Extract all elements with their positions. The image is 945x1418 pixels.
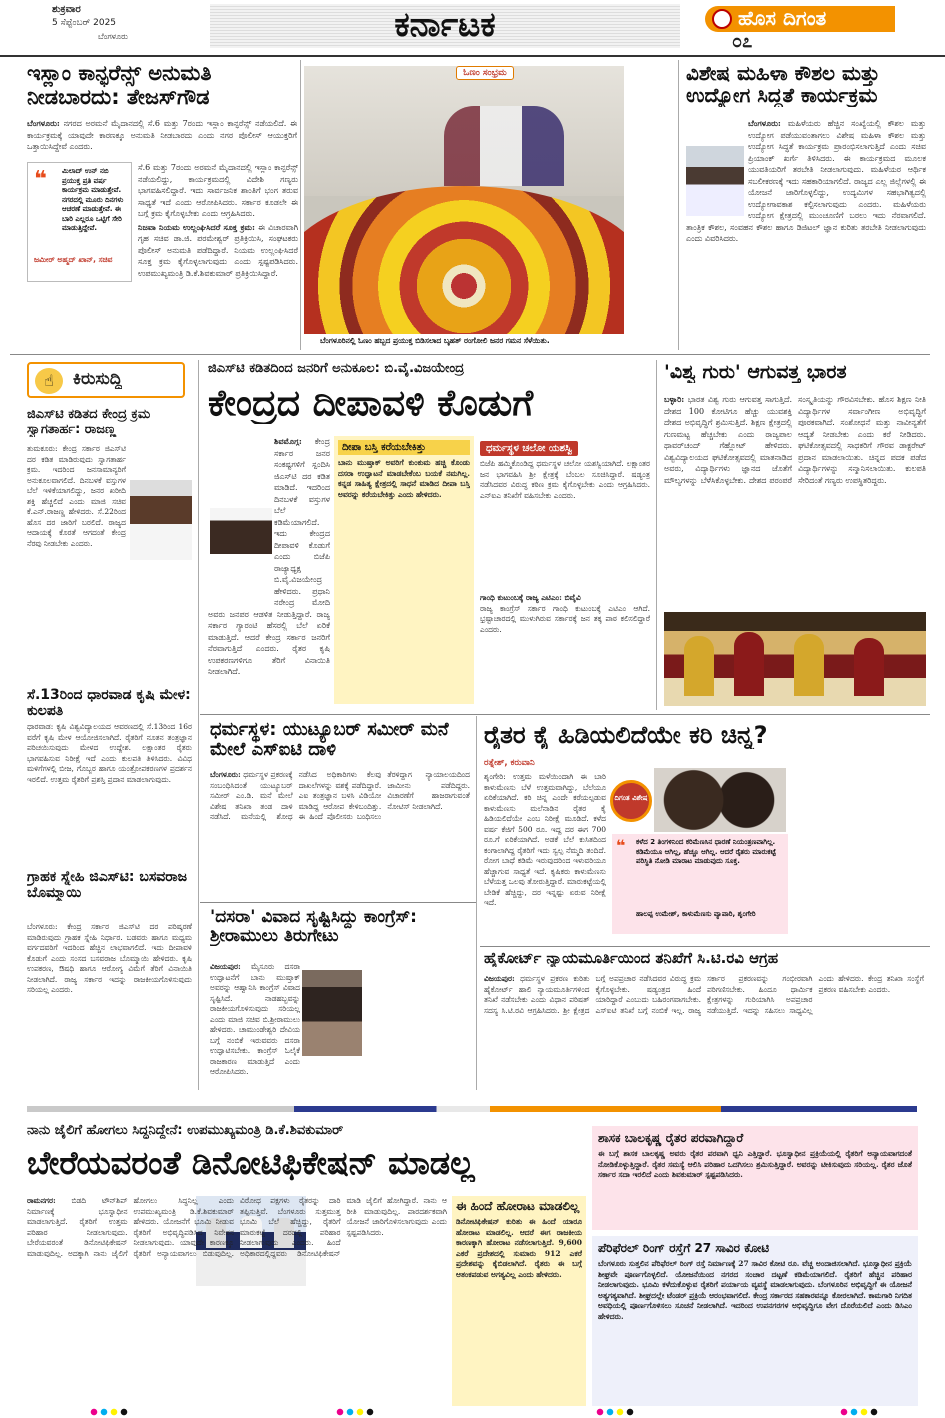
article-2-byline: ಬೆಂಗಳೂರು: bbox=[748, 118, 781, 128]
masthead bbox=[0, 0, 945, 54]
article-1-text: ನಗರದ ಅರಮನೆ ಮೈದಾನದಲ್ಲಿ ಸೆ.6 ಮತ್ತು 7ರಂದು ಇಸ್ಲಾಂ ಕಾನ್ಫರೆನ್ಸ್ ನಡೆಯಲಿದೆ. ಈ ಕಾರ್ಯಕ್ರಮಕ್ಕೆ ಯಾವುದೇ ಕಾರಣಕ್ಕೂ ಅನುಮತಿ ನೀಡಬಾರದು ಎಂದು ನಗರ ಪೊಲೀಸ್ ಆಯುಕ್ತರಿಗೆ ಒತ್ತಾಯಿಸಿದ್ದೇವೆ ಎಂದರು. bbox=[27, 119, 297, 151]
article-1-quote: ಮಿಲಾದ್ ಉನ್ ನಬಿ ಪ್ರಯುಕ್ತ ಪ್ರತಿ ವರ್ಷ ಕಾರ್ಯಕ್ರಮ ಮಾಡುತ್ತೇವೆ. ನಗರದಲ್ಲಿ ಮೂರು ದಿನಗಳು ಆಚರಣೆ ಮಾಡುತ್ತೇವೆ. ಈ ಬಾರಿ ಎಲ್ಲರೂ ಒಟ್ಟಿಗೆ ಸೇರಿ ಮಾಡುತ್ತಿದ್ದೇವೆ. bbox=[62, 167, 124, 232]
article-1-headline: ಇಸ್ಲಾಂ ಕಾನ್ಫರೆನ್ಸ್ ಅನುಮತಿ ನೀಡಬಾರದು: ತೇಜಸ್‌ಗೌಡ bbox=[27, 62, 212, 109]
article-9-kicker: ನಾನು ಜೈಲಿಗೆ ಹೋಗಲು ಸಿದ್ಧನಿದ್ದೇನೆ: ಉಪಮುಖ್ಯಮಂತ್ರಿ ಡಿ.ಕೆ.ಶಿವಕುಮಾರ್ bbox=[27, 1124, 344, 1138]
article-6-quote-box bbox=[612, 834, 788, 934]
article-4-headline: 'ವಿಶ್ವ ಗುರು' ಆಗುವತ್ತ ಭಾರತ bbox=[664, 362, 847, 383]
article-1-subhead: ನಿಜವಾ ನಿಯಮ ಉಲ್ಲಂಘಿಸಿದರೆ ಸೂಕ್ತ ಕ್ರಮ: bbox=[138, 221, 255, 232]
sriramulu-photo bbox=[302, 970, 362, 1056]
brief-3-text: ಬೆಂಗಳೂರು: ಕೇಂದ್ರ ಸರ್ಕಾರ ಜಿಎಸ್‌ಟಿ ದರ ಪರಿಷ್ಕರಣೆ ಮಾಡಿರುವುದು ಗ್ರಾಹಕ ಸ್ನೇಹಿ ನಿರ್ಧಾರ. ಬಡವರು ಹಾಗೂ ಮಧ್ಯಮ ವರ್ಗದವರಿಗೆ ಇದರಿಂದ ಹೆಚ್ಚಿನ ಲಾಭವಾಗಲಿದೆ. ಇದು ದೀಪಾವಳಿ ಕೊಡುಗೆ ಎಂದು ಸಂಸದ ಬಸವರಾಜ ಬೊಮ್ಮಾಯಿ ಹೇಳಿದರು. ಕೃಷಿ ಉಪಕರಣ, ಔಷಧಿ ಹಾಗೂ ಆರೋಗ್ಯ ವಿಮೆಗೆ ತೆರಿಗೆ ವಿನಾಯಿತಿ ನೀಡಲಾಗಿದೆ. ರಾಜ್ಯ ಸರ್ಕಾರ ಇದನ್ನು ರಾಜಕೀಯಗೊಳಿಸುವುದು ಸರಿಯಲ್ಲ ಎಂದರು. bbox=[27, 922, 192, 994]
article-6-body-col3 bbox=[794, 762, 926, 942]
section-title: ಕರ್ನಾಟಕ bbox=[394, 6, 496, 45]
registration-marks bbox=[840, 1408, 880, 1416]
brief-2-title: ಸೆ.13ರಿಂದ ಧಾರವಾಡ ಕೃಷಿ ಮೇಳ: ಕುಲಪತಿ bbox=[27, 688, 191, 719]
article-9-box bbox=[452, 1196, 586, 1406]
article-3-box-2-title: ಧರ್ಮಸ್ಥಳ ಚಲೋ ಯಶಸ್ವಿ bbox=[480, 441, 578, 456]
brief-3-title: ಗ್ರಾಹಕ ಸ್ನೇಹಿ ಜಿಎಸ್‌ಟಿ: ಬಸವರಾಜ ಬೊಮ್ಮಾಯಿ bbox=[27, 870, 188, 901]
kirusuddi-label: ಕಿರುಸುದ್ದಿ bbox=[73, 370, 123, 389]
section-separator bbox=[27, 1106, 917, 1112]
col-divider bbox=[678, 60, 679, 350]
article-8-headline: ಹೈಕೋರ್ಟ್ ನ್ಯಾಯಮೂರ್ತಿಯಿಂದ ತನಿಖೆಗೆ ಸಿ.ಟಿ.ರವಿ ಆಗ್ರಹ bbox=[484, 950, 779, 967]
masthead-date: 5 ಸೆಪ್ಟೆಂಬರ್ 2025 bbox=[52, 18, 117, 28]
article-5-headline: ಧರ್ಮಸ್ಥಳ: ಯುಟ್ಯೂಬರ್ ಸಮೀರ್ ಮನೆ ಮೇಲೆ ಎಸ್‌ಐಟಿ ದಾಳಿ bbox=[210, 720, 449, 761]
article-1-body-2 bbox=[138, 162, 298, 344]
quote-mark-icon: ❝ bbox=[34, 167, 47, 192]
quote-mark-icon: ❝ bbox=[616, 836, 626, 855]
article-9-text: ಬಿಡದಿ ಟೌನ್‌ಶಿಪ್ ನಿರ್ಮಾಣಕ್ಕೆ ಭೂಸ್ವಾಧೀನ ಮಾಡಲಾಗುತ್ತಿದೆ. ರೈತರಿಗೆ ಉತ್ತಮ ಪರಿಹಾರ ನೀಡಲಾಗುವುದು. ಬೇರೆಯವರಂತೆ ಡಿನೋಟಿಫಿಕೇಷನ್ ಮಾಡುವುದಿಲ್ಲ. ಅದಕ್ಕಾಗಿ ನಾನು ಜೈಲಿಗೆ ಹೋಗಲು ಸಿದ್ಧನಿಲ್ಲ ಎಂದು ಉಪಮುಖ್ಯಮಂತ್ರಿ ಡಿ.ಕೆ.ಶಿವಕುಮಾರ್ ಹೇಳಿದರು. ಯೋಜನೆಗೆ ಭೂಮಿ ನೀಡುವ ರೈತರಿಗೆ ಅಭಿವೃದ್ಧಿಪಡಿಸಿದ ನಿವೇಶನ ನೀಡಲಾಗುವುದು. ಯಾವುದೇ ಕಾರಣಕ್ಕೂ ರೈತರಿಗೆ ಅನ್ಯಾಯವಾಗಲು ಬಿಡುವುದಿಲ್ಲ. ವಿರೋಧ ಪಕ್ಷಗಳು ರೈತರನ್ನು ದಾರಿ ತಪ್ಪಿಸುತ್ತಿವೆ. ಬೆಂಗಳೂರು ಸುತ್ತಮುತ್ತ ಭೂಮಿ ಬೆಲೆ ಹೆಚ್ಚಿದ್ದು, ರೈತರಿಗೆ ಮಾರುಕಟ್ಟೆ ದರದಲ್ಲಿ ಪರಿಹಾರ ನೀಡಲಾಗುವುದು ಎಂದರು. ಹಿಂದೆ ಅಧಿಕಾರದಲ್ಲಿದ್ದವರು ಡಿನೋಟಿಫಿಕೇಷನ್ ಮಾಡಿ ಜೈಲಿಗೆ ಹೋಗಿದ್ದಾರೆ. ನಾನು ಆ ರೀತಿ ಮಾಡುವುದಿಲ್ಲ. ಪಾರದರ್ಶಕವಾಗಿ ಯೋಜನೆ ಜಾರಿಗೊಳಿಸಲಾಗುವುದು ಎಂದು ಸ್ಪಷ್ಟಪಡಿಸಿದರು. bbox=[27, 1196, 447, 1258]
col-divider bbox=[300, 60, 301, 350]
page-number: ೦೭ bbox=[732, 32, 753, 52]
article-1-text-2: ಸೆ.6 ಮತ್ತು 7ರಂದು ಅರಮನೆ ಮೈದಾನದಲ್ಲಿ ಇಸ್ಲಾಂ ಕಾನ್ಫರೆನ್ಸ್ ನಡೆಯಲಿದ್ದು, ಕಾರ್ಯಕ್ರಮದಲ್ಲಿ ವಿದೇಶಿ ಗಣ್ಯರು ಭಾಗವಹಿಸಲಿದ್ದಾರೆ. ಇದು ಸಾರ್ವಜನಿಕ ಶಾಂತಿಗೆ ಭಂಗ ತರುವ ಸಾಧ್ಯತೆ ಇದೆ ಎಂದು ಆರೋಪಿಸಿದರು. ಸರ್ಕಾರ ಕೂಡಲೇ ಈ ಬಗ್ಗೆ ಕ್ರಮ ಕೈಗೊಳ್ಳಬೇಕು ಎಂದು ಆಗ್ರಹಿಸಿದರು. bbox=[138, 163, 298, 218]
article-2-headline: ವಿಶೇಷ ಮಹಿಳಾ ಕೌಶಲ ಮತ್ತು ಉದ್ಯೋಗ ಸಿದ್ಧತೆ ಕಾರ್ಯಕ್ರಮ bbox=[686, 62, 880, 107]
article-6-quote-by: ಹಾಲಪ್ಪ ಉಮೇಶ್, ಕಾಳುಮೆಣಸು ವ್ಯಾಪಾರಿ, ಶೃಂಗೇರಿ bbox=[636, 910, 756, 918]
article-2-text: ಮಹಿಳೆಯರು ಹೆಚ್ಚಿನ ಸಂಖ್ಯೆಯಲ್ಲಿ ಕೌಶಲ ಮತ್ತು ಉದ್ಯೋಗ ಪಡೆಯುವಂತಾಗಲು ವಿಶೇಷ ಮಹಿಳಾ ಕೌಶಲ ಮತ್ತು ಉದ್ಯೋಗ ಸಿದ್ಧತೆ ಕಾರ್ಯಕ್ರಮ ಪ್ರಾರಂಭಿಸಲಾಗುತ್ತಿದೆ ಎಂದು ಸಚಿವ ಪ್ರಿಯಾಂಕ್ ಖರ್ಗೆ ತಿಳಿಸಿದರು. ಈ ಕಾರ್ಯಕ್ರಮದ ಮೂಲಕ ಯುವತಿಯರಿಗೆ ತರಬೇತಿ ನೀಡಲಾಗುವುದು. ಮಹಿಳೆಯರ ಆರ್ಥಿಕ ಸಬಲೀಕರಣಕ್ಕೆ ಇದು ಸಹಕಾರಿಯಾಗಲಿದೆ. ರಾಜ್ಯದ ಎಲ್ಲ ಜಿಲ್ಲೆಗಳಲ್ಲಿ ಈ ಯೋಜನೆ ಜಾರಿಗೊಳ್ಳಲಿದ್ದು, ಉದ್ಯಮಿಗಳ ಸಹಭಾಗಿತ್ವದಲ್ಲಿ ಉದ್ಯೋಗಾವಕಾಶ ಕಲ್ಪಿಸಲಾಗುವುದು ಎಂದರು. ಮಹಿಳೆಯರು ಉದ್ಯೋಗ ಕ್ಷೇತ್ರದಲ್ಲಿ ಮುಂಚೂಣಿಗೆ ಬರಲು ಇದು ನೆರವಾಗಲಿದೆ. ತಾಂತ್ರಿಕ ಕೌಶಲ, ಸಂವಹನ ಕೌಶಲ ಹಾಗೂ ಡಿಜಿಟಲ್ ಜ್ಞಾನ ಕುರಿತು ತರಬೇತಿ ನೀಡಲಾಗುವುದು ಎಂದು ವಿವರಿಸಿದರು. bbox=[686, 119, 926, 243]
article-10-headline: ಶಾಸಕ ಬಾಲಕೃಷ್ಣ ರೈತರ ಪರವಾಗಿದ್ದಾರೆ bbox=[598, 1131, 744, 1145]
article-10-box bbox=[592, 1126, 918, 1230]
kirusuddi-label-box bbox=[27, 362, 185, 398]
onam-rangoli-photo bbox=[304, 66, 624, 334]
article-6-quote: ಕಳೆದ 2 ತಿಂಗಳಿನಿಂದ ಕರಿಮೆಣಸಿನ ಧಾರಣೆ ನಿಯಂತ್ರಣವಾಗಿಲ್ಲ. ಕಡಿಮೆಯೂ ಆಗಿಲ್ಲ, ಹೆಚ್ಚೂ ಆಗಿಲ್ಲ. ಆದರೆ ರೈತರು ಮಾರುಕಟ್ಟೆ ಪರಿಸ್ಥಿತಿ ನೋಡಿ ಮಾರಾಟ ಮಾಡುವುದು ಸೂಕ್ತ. bbox=[636, 838, 776, 865]
article-7-body-col2 bbox=[366, 962, 472, 1090]
article-9-box-title: ಈ ಹಿಂದೆ ಹೋರಾಟ ಮಾಡಲಿಲ್ಲ bbox=[456, 1199, 580, 1213]
article-7-byline: ವಿಜಯಪುರ: bbox=[210, 962, 241, 971]
article-7-text: ಮೈಸೂರು ದಸರಾ ಉದ್ಘಾಟನೆಗೆ ಬಾನು ಮುಷ್ತಾಕ್ ಅವರನ್ನು ಆಹ್ವಾನಿಸಿ ಕಾಂಗ್ರೆಸ್ ವಿವಾದ ಸೃಷ್ಟಿಸಿದೆ. ನಾಡಹಬ್ಬವನ್ನು ರಾಜಕೀಯಗೊಳಿಸುವುದು ಸರಿಯಲ್ಲ ಎಂದು ಮಾಜಿ ಸಚಿವ ಬಿ.ಶ್ರೀರಾಮುಲು ಹೇಳಿದರು. ಚಾಮುಂಡೇಶ್ವರಿ ದೇವಿಯ ಬಗ್ಗೆ ನಂಬಿಕೆ ಇರುವವರು ದಸರಾ ಉದ್ಘಾಟಿಸಬೇಕು. ಕಾಂಗ್ರೆಸ್ ಓಲೈಕೆ ರಾಜಕಾರಣ ಮಾಡುತ್ತಿದೆ ಎಂದು ಆರೋಪಿಸಿದರು. bbox=[210, 962, 300, 1076]
article-5-text: ಧರ್ಮಸ್ಥಳ ಪ್ರಕರಣಕ್ಕೆ ಸಂಬಂಧಿಸಿದಂತೆ ಯುಟ್ಯೂಬರ್ ಸಮೀರ್ ಎಂ.ಡಿ. ಮನೆ ಮೇಲೆ ವಿಶೇಷ ತನಿಖಾ ತಂಡ ದಾಳಿ ನಡೆಸಿದೆ. ಮನೆಯಲ್ಲಿ ಶೋಧ ನಡೆಸಿದ ಅಧಿಕಾರಿಗಳು ಕೆಲವು ದಾಖಲೆಗಳನ್ನು ವಶಕ್ಕೆ ಪಡೆದಿದ್ದಾರೆ. ಎಐ ತಂತ್ರಜ್ಞಾನ ಬಳಸಿ ವಿಡಿಯೋ ಮಾಡಿದ್ದ ಆರೋಪ ಕೇಳಿಬಂದಿತ್ತು. ಈ ಹಿಂದೆ ಪೊಲೀಸರು ಬಂಧಿಸಲು ತೆರಳಿದ್ದಾಗ ನ್ಯಾಯಾಲಯದಿಂದ ಜಾಮೀನು ಪಡೆದಿದ್ದರು. ವಿಚಾರಣೆಗೆ ಹಾಜರಾಗುವಂತೆ ನೋಟಿಸ್ ನೀಡಲಾಗಿದೆ. bbox=[210, 770, 470, 821]
row-rule bbox=[200, 714, 930, 715]
article-3-text: ಕೇಂದ್ರ ಸರ್ಕಾರ ಜನರ ಸಂಕಷ್ಟಗಳಿಗೆ ಸ್ಪಂದಿಸಿ ಜಿಎಸ್‌ಟಿ ದರ ಕಡಿತ ಮಾಡಿದೆ. ಇದರಿಂದ ದಿನಬಳಕೆ ವಸ್ತುಗಳ ಬೆಲೆ ಕಡಿಮೆಯಾಗಲಿದೆ. ಇದು ಕೇಂದ್ರದ ದೀಪಾವಳಿ ಕೊಡುಗೆ ಎಂದು ಬಿಜೆಪಿ ರಾಜ್ಯಾಧ್ಯಕ್ಷ ಬಿ.ವೈ.ವಿಜಯೇಂದ್ರ ಹೇಳಿದರು. ಪ್ರಧಾನಿ ನರೇಂದ್ರ ಮೋದಿ ಅವರು ಜನಪರ ಆಡಳಿತ ನೀಡುತ್ತಿದ್ದಾರೆ. ರಾಜ್ಯ ಸರ್ಕಾರ ಗ್ಯಾರಂಟಿ ಹೆಸರಲ್ಲಿ ಬೆಲೆ ಏರಿಕೆ ಮಾಡುತ್ತಿದೆ. ಆದರೆ ಕೇಂದ್ರ ಸರ್ಕಾರ ಜನರಿಗೆ ನೆರವಾಗುತ್ತಿದೆ ಎಂದರು. ರೈತರ ಕೃಷಿ ಉಪಕರಣಗಳಿಗೂ ತೆರಿಗೆ ವಿನಾಯಿತಿ ನೀಡಲಾಗಿದೆ. bbox=[208, 437, 330, 676]
brief-2-text: ಧಾರವಾಡ: ಕೃಷಿ ವಿಶ್ವವಿದ್ಯಾಲಯದ ಆವರಣದಲ್ಲಿ ಸೆ.13ರಿಂದ 16ರ ವರೆಗೆ ಕೃಷಿ ಮೇಳ ಆಯೋಜಿಸಲಾಗಿದೆ. ರೈತರಿಗೆ ನೂತನ ತಂತ್ರಜ್ಞಾನ ಪರಿಚಯಿಸುವುದು ಮೇಳದ ಉದ್ದೇಶ. ಲಕ್ಷಾಂತರ ರೈತರು ಭಾಗವಹಿಸುವ ನಿರೀಕ್ಷೆ ಇದೆ ಎಂದು ಕುಲಪತಿ ತಿಳಿಸಿದರು. ವಿವಿಧ ಮಳಿಗೆಗಳಲ್ಲಿ ಬೀಜ, ಗೊಬ್ಬರ ಹಾಗೂ ಯಂತ್ರೋಪಕರಣಗಳ ಪ್ರದರ್ಶನ ಇರಲಿದೆ. ಉತ್ತಮ ರೈತರಿಗೆ ಪ್ರಶಸ್ತಿ ಪ್ರದಾನ ಮಾಡಲಾಗುವುದು. bbox=[27, 722, 192, 784]
brief-1-title: ಜಿಎಸ್‌ಟಿ ಕಡಿತದ ಕೇಂದ್ರ ಕ್ರಮ ಸ್ವಾಗತಾರ್ಹ: ರಾಜಣ್ಣ bbox=[27, 408, 151, 437]
article-2-body bbox=[686, 118, 926, 346]
brief-1-text: ತುಮಕೂರು: ಕೇಂದ್ರ ಸರ್ಕಾರ ಜಿಎಸ್‌ಟಿ ದರ ಕಡಿತ ಮಾಡಿರುವುದು ಸ್ವಾಗತಾರ್ಹ ಕ್ರಮ. ಇದರಿಂದ ಜನಸಾಮಾನ್ಯರಿಗೆ ಅನುಕೂಲವಾಗಲಿದೆ. ದಿನಬಳಕೆ ವಸ್ತುಗಳ ಬೆಲೆ ಇಳಿಕೆಯಾಗಲಿದ್ದು, ಜನರ ಖರೀದಿ ಶಕ್ತಿ ಹೆಚ್ಚಲಿದೆ ಎಂದು ಮಾಜಿ ಸಚಿವ ಕೆ.ಎನ್.ರಾಜಣ್ಣ ಹೇಳಿದರು. ಸೆ.22ರಿಂದ ಹೊಸ ದರ ಜಾರಿಗೆ ಬರಲಿದೆ. ರಾಜ್ಯದ ಆದಾಯಕ್ಕೆ ಕೊರತೆ ಆಗದಂತೆ ಕೇಂದ್ರ ನೆರವು ನೀಡಬೇಕು ಎಂದರು. bbox=[27, 444, 126, 548]
article-6-text: ಶೃಂಗೇರಿ: ಉತ್ತಮ ಮಳೆಯಿಂದಾಗಿ ಈ ಬಾರಿ ಕಾಳುಮೆಣಸು ಬೆಳೆ ಉತ್ತಮವಾಗಿದ್ದು, ಬೆಲೆಯೂ ಏರಿಕೆಯಾಗಿದೆ. ಕರಿ ಚಿನ್ನ ಎಂದೇ ಕರೆಯಲ್ಪಡುವ ಕಾಳುಮೆಣಸು ಮಲೆನಾಡಿನ ರೈತರ ಕೈ ಹಿಡಿಯಲಿದೆಯೇ ಎಂಬ ನಿರೀಕ್ಷೆ ಮೂಡಿದೆ. ಕಳೆದ ವರ್ಷ ಕೆಜಿಗೆ 500 ರೂ. ಇದ್ದ ದರ ಈಗ 700 ರೂ.ಗೆ ಏರಿಕೆಯಾಗಿದೆ. ಅಡಕೆ ಬೆಲೆ ಕುಸಿತದಿಂದ ಕಂಗಾಲಾಗಿದ್ದ ರೈತರಿಗೆ ಇದು ಸ್ವಲ್ಪ ನೆಮ್ಮದಿ ತಂದಿದೆ. ರೋಗ ಬಾಧೆ ಕಡಿಮೆ ಇರುವುದರಿಂದ ಇಳುವರಿಯೂ ಹೆಚ್ಚಾಗುವ ಸಾಧ್ಯತೆ ಇದೆ. ಕೃಷಿಕರು ಕಾಳುಮೆಣಸು ಬೆಳೆಯತ್ತ ಒಲವು ತೋರುತ್ತಿದ್ದಾರೆ. ಮಾರುಕಟ್ಟೆಯಲ್ಲಿ ಬೇಡಿಕೆ ಹೆಚ್ಚಿದ್ದು, ದರ ಇನ್ನಷ್ಟು ಏರುವ ನಿರೀಕ್ಷೆ ಇದೆ. bbox=[484, 772, 606, 907]
brand-logo-icon bbox=[712, 9, 732, 29]
article-3-box-1 bbox=[334, 436, 474, 704]
article-11-box bbox=[592, 1236, 918, 1406]
article-4-text: ಭಾರತ ವಿಶ್ವ ಗುರು ಆಗುವತ್ತ ಸಾಗುತ್ತಿದೆ. ದೇಶದ 100 ಕೋಟಿಗೂ ಹೆಚ್ಚು ಯುವಶಕ್ತಿ ದೇಶದ ಅಭಿವೃದ್ಧಿಗೆ ಶ್ರಮಿಸುತ್ತಿದೆ. ಶಿಕ್ಷಣ ಕ್ಷೇತ್ರದಲ್ಲಿ ಗುಣಮಟ್ಟ ಹೆಚ್ಚಬೇಕು ಎಂದು ರಾಜ್ಯಪಾಲ ಥಾವರ್‌ಚಂದ್ ಗೆಹ್ಲೋಟ್ ಹೇಳಿದರು. ವಿಶ್ವವಿದ್ಯಾಲಯದ ಘಟಿಕೋತ್ಸವದಲ್ಲಿ ಮಾತನಾಡಿದ ಅವರು, ವಿದ್ಯಾರ್ಥಿಗಳು ಜ್ಞಾನದ ಜೊತೆಗೆ ಮೌಲ್ಯಗಳನ್ನು ಬೆಳೆಸಿಕೊಳ್ಳಬೇಕು. ದೇಶದ ಪರಂಪರೆ ಸಂಸ್ಕೃತಿಯನ್ನು ಗೌರವಿಸಬೇಕು. ಹೊಸ ಶಿಕ್ಷಣ ನೀತಿ ವಿದ್ಯಾರ್ಥಿಗಳ ಸರ್ವಾಂಗೀಣ ಅಭಿವೃದ್ಧಿಗೆ ಪೂರಕವಾಗಿದೆ. ಸಂಶೋಧನೆ ಮತ್ತು ನಾವೀನ್ಯತೆಗೆ ಆದ್ಯತೆ ನೀಡಬೇಕು ಎಂದು ಕರೆ ನೀಡಿದರು. ಘಟಿಕೋತ್ಸವದಲ್ಲಿ ಸಾಧಕರಿಗೆ ಗೌರವ ಡಾಕ್ಟರೇಟ್ ಪ್ರದಾನ ಮಾಡಲಾಯಿತು. ಚಿನ್ನದ ಪದಕ ಪಡೆದ ವಿದ್ಯಾರ್ಥಿಗಳನ್ನು ಸನ್ಮಾನಿಸಲಾಯಿತು. ಕುಲಪತಿ ಸೇರಿದಂತೆ ಗಣ್ಯರು ಉಪಸ್ಥಿತರಿದ್ದರು. bbox=[664, 395, 926, 485]
article-9-byline: ರಾಮನಗರ: bbox=[27, 1196, 56, 1205]
onam-photo-caption: ಬೆಂಗಳೂರಿನಲ್ಲಿ ಓಣಂ ಹಬ್ಬದ ಪ್ರಯುಕ್ತ ಬಿಡಿಸಲಾದ ಬೃಹತ್ ರಂಗೋಲಿ ಜನರ ಗಮನ ಸೆಳೆಯಿತು. bbox=[320, 336, 550, 345]
col-divider bbox=[656, 360, 657, 710]
article-3-box-2-text: ಬಿಜೆಪಿ ಹಮ್ಮಿಕೊಂಡಿದ್ದ ಧರ್ಮಸ್ಥಳ ಚಲೋ ಯಶಸ್ವಿಯಾಗಿದೆ. ಲಕ್ಷಾಂತರ ಜನ ಭಾಗವಹಿಸಿ ಶ್ರೀ ಕ್ಷೇತ್ರಕ್ಕೆ ಬೆಂಬಲ ಸೂಚಿಸಿದ್ದಾರೆ. ಷಡ್ಯಂತ್ರ ನಡೆಸಿದವರ ವಿರುದ್ಧ ಕಠಿಣ ಕ್ರಮ ಕೈಗೊಳ್ಳಬೇಕು ಎಂದು ಆಗ್ರಹಿಸಿದರು. ಎನ್‌ಐಎ ತನಿಖೆಗೆ ವಹಿಸಬೇಕು ಎಂದರು. bbox=[480, 459, 650, 500]
pointing-hand-icon: ☝ bbox=[35, 368, 63, 394]
article-11-text: ಬೆಂಗಳೂರು ಸುತ್ತಲಿನ ಪೆರಿಫೆರಲ್ ರಿಂಗ್ ರಸ್ತೆ ನಿರ್ಮಾಣಕ್ಕೆ 27 ಸಾವಿರ ಕೋಟಿ ರೂ. ವೆಚ್ಚ ಅಂದಾಜಿಸಲಾಗಿದೆ. ಭೂಸ್ವಾಧೀನ ಪ್ರಕ್ರಿಯೆ ಶೀಘ್ರವೇ ಪೂರ್ಣಗೊಳ್ಳಲಿದೆ. ಯೋಜನೆಯಿಂದ ನಗರದ ಸಂಚಾರ ದಟ್ಟಣೆ ಕಡಿಮೆಯಾಗಲಿದೆ. ರೈತರಿಗೆ ಹೆಚ್ಚಿನ ಪರಿಹಾರ ನೀಡಲಾಗುವುದು. ಭೂಮಿ ಕಳೆದುಕೊಳ್ಳುವ ರೈತರಿಗೆ ಪರ್ಯಾಯ ವ್ಯವಸ್ಥೆ ಮಾಡಲಾಗುವುದು. ಬೆಂಗಳೂರಿನ ಅಭಿವೃದ್ಧಿಗೆ ಈ ಯೋಜನೆ ಅತ್ಯಗತ್ಯವಾಗಿದೆ. ಶೀಘ್ರದಲ್ಲೇ ಟೆಂಡರ್ ಪ್ರಕ್ರಿಯೆ ಆರಂಭವಾಗಲಿದೆ. ಕೇಂದ್ರ ಸರ್ಕಾರದ ಸಹಕಾರವನ್ನೂ ಕೋರಲಾಗಿದೆ. ಕಾಮಗಾರಿ ನಿಗದಿತ ಅವಧಿಯಲ್ಲಿ ಪೂರ್ಣಗೊಳಿಸಲು ಸೂಚನೆ ನೀಡಲಾಗಿದೆ. ಇದರಿಂದ ಉಪನಗರಗಳ ಅಭಿವೃದ್ಧಿಗೂ ವೇಗ ದೊರೆಯಲಿದೆ ಎಂದು ಡಿಸಿಎಂ ಹೇಳಿದರು. bbox=[598, 1259, 912, 1321]
article-5-body bbox=[210, 770, 470, 896]
article-5-byline: ಬೆಂಗಳೂರು: bbox=[210, 770, 241, 779]
masthead-city: ಬೆಂಗಳೂರು bbox=[98, 32, 128, 41]
article-6-byline: ರತ್ನೇಶ್, ಕರುವಾನಿ bbox=[484, 758, 535, 768]
top-rule bbox=[0, 55, 945, 57]
article-8-text: ಧರ್ಮಸ್ಥಳ ಪ್ರಕರಣ ಕುರಿತು ಹೈಕೋರ್ಟ್ ಹಾಲಿ ನ್ಯಾಯಮೂರ್ತಿಗಳಿಂದ ತನಿಖೆ ನಡೆಸಬೇಕು ಎಂದು ವಿಧಾನ ಪರಿಷತ್ ಸದಸ್ಯ ಸಿ.ಟಿ.ರವಿ ಆಗ್ರಹಿಸಿದರು. ಶ್ರೀ ಕ್ಷೇತ್ರದ ಬಗ್ಗೆ ಅಪಪ್ರಚಾರ ನಡೆಸಿದವರ ವಿರುದ್ಧ ಕ್ರಮ ಕೈಗೊಳ್ಳಬೇಕು. ಷಡ್ಯಂತ್ರದ ಹಿಂದೆ ಯಾರಿದ್ದಾರೆ ಎಂಬುದು ಬಹಿರಂಗವಾಗಬೇಕು. ಎಸ್‌ಐಟಿ ತನಿಖೆ ಬಗ್ಗೆ ನಂಬಿಕೆ ಇಲ್ಲ. ರಾಜ್ಯ ಸರ್ಕಾರ ಪ್ರಕರಣವನ್ನು ಗಂಭೀರವಾಗಿ ಪರಿಗಣಿಸಬೇಕು. ಹಿಂದೂ ಧಾರ್ಮಿಕ ಕ್ಷೇತ್ರಗಳನ್ನು ಗುರಿಯಾಗಿಸಿ ಅಪಪ್ರಚಾರ ನಡೆಯುತ್ತಿದೆ. ಇದನ್ನು ಸಹಿಸಲು ಸಾಧ್ಯವಿಲ್ಲ ಎಂದು ಹೇಳಿದರು. ಕೇಂದ್ರ ತನಿಖಾ ಸಂಸ್ಥೆಗೆ ಪ್ರಕರಣ ವಹಿಸಬೇಕು ಎಂದರು. bbox=[484, 974, 924, 1015]
article-1-byline: ಬೆಂಗಳೂರು: bbox=[27, 118, 60, 128]
article-8-body bbox=[484, 974, 924, 1090]
article-6-body bbox=[484, 772, 606, 968]
article-3-headline: ಕೇಂದ್ರದ ದೀಪಾವಳಿ ಕೊಡುಗೆ bbox=[208, 384, 534, 424]
article-7-headline: 'ದಸರಾ' ವಿವಾದ ಸೃಷ್ಟಿಸಿದ್ದು ಕಾಂಗ್ರೆಸ್: ಶ್ರೀರಾಮುಲು ತಿರುಗೇಟು bbox=[210, 908, 417, 947]
masthead-day: ಶುಕ್ರವಾರ bbox=[52, 4, 81, 15]
pepper-photo bbox=[654, 768, 786, 832]
row-rule bbox=[10, 354, 930, 355]
row-rule bbox=[480, 946, 930, 947]
rangoli-shape bbox=[304, 186, 624, 334]
convocation-photo bbox=[664, 612, 926, 706]
article-3-subhead: ಗಾಂಧಿ ಕುಟುಂಬಕ್ಕೆ ರಾಜ್ಯ ಎಟಿಎಂ: ಬಿವೈವಿ bbox=[480, 593, 581, 603]
article-1-text-3: ಈ ವಿಚಾರವಾಗಿ ಗೃಹ ಸಚಿವ ಡಾ.ಜಿ. ಪರಮೇಶ್ವರ್ ಪ್ರತಿಕ್ರಿಯಿಸಿ, ಸಂಘಟಕರು ಪೊಲೀಸ್ ಅನುಮತಿ ಪಡೆದಿದ್ದಾರೆ. ನಿಯಮ ಉಲ್ಲಂಘಿಸಿದರೆ ಸೂಕ್ತ ಕ್ರಮ ಕೈಗೊಳ್ಳಲಾಗುವುದು ಎಂದು ಸ್ಪಷ್ಟಪಡಿಸಿದರು. ಉಪಮುಖ್ಯಮಂತ್ರಿ ಡಿ.ಕೆ.ಶಿವಕುಮಾರ್ ಪ್ರತಿಕ್ರಿಯಿಸಿದ್ದಾರೆ. bbox=[138, 222, 298, 278]
article-4-body bbox=[664, 394, 926, 604]
article-7-body bbox=[210, 962, 300, 1090]
onam-tag-label: ಓಣಂ ಸಂಭ್ರಮ bbox=[456, 66, 513, 80]
brand-name: ಹೊಸ ದಿಗಂತ bbox=[738, 7, 827, 30]
article-11-headline: ಪೆರಿಫೆರಲ್ ರಿಂಗ್ ರಸ್ತೆಗೆ 27 ಸಾವಿರ ಕೋಟಿ bbox=[598, 1241, 770, 1255]
article-3-kicker: ಜಿಎಸ್‌ಟಿ ಕಡಿತದಿಂದ ಜನರಿಗೆ ಅನುಕೂಲ: ಬಿ.ವೈ.ವಿಜಯೇಂದ್ರ bbox=[208, 362, 465, 376]
col-divider bbox=[476, 716, 477, 1090]
article-4-byline: ಬಳ್ಳಾರಿ: bbox=[664, 394, 685, 404]
article-1-quote-box bbox=[27, 162, 132, 282]
article-6-headline: ರೈತರ ಕೈ ಹಿಡಿಯಲಿದೆಯೇ ಕರಿ ಚಿನ್ನ? bbox=[484, 722, 768, 749]
onam-tag bbox=[440, 60, 530, 80]
article-9-box-text: ಡಿನೋಟಿಫಿಕೇಷನ್ ಕುರಿತು ಈ ಹಿಂದೆ ಯಾರೂ ಹೋರಾಟ ಮಾಡಲಿಲ್ಲ. ಆದರೆ ಈಗ ರಾಜಕೀಯ ಕಾರಣಕ್ಕಾಗಿ ಹೋರಾಟ ನಡೆಸಲಾಗುತ್ತಿದೆ. 9,600 ಎಕರೆ ಪ್ರದೇಶದಲ್ಲಿ ಸುಮಾರು 912 ಎಕರೆ ಪ್ರದೇಶವನ್ನು ಕೈಬಿಡಲಾಗಿದೆ. ರೈತರು ಈ ಬಗ್ಗೆ ಆತಂಕಪಡುವ ಅಗತ್ಯವಿಲ್ಲ ಎಂದು ಹೇಳಿದರು. bbox=[456, 1217, 582, 1279]
row-rule bbox=[200, 902, 476, 903]
article-1-quote-by: ಜಮೀರ್ ಅಹ್ಮದ್ ಖಾನ್, ಸಚಿವ bbox=[34, 255, 113, 264]
article-3-box-1-title: ದೀಪಾ ಬಸ್ತಿ ಕರೆಯಬೇಕಿತ್ತು bbox=[338, 440, 470, 455]
digant-special-badge bbox=[610, 780, 652, 822]
col-divider bbox=[198, 360, 199, 1090]
registration-marks bbox=[336, 1408, 376, 1416]
registration-marks bbox=[90, 1408, 130, 1416]
registration-marks bbox=[596, 1408, 636, 1416]
article-8-byline: ವಿಜಯಪುರ: bbox=[484, 974, 515, 983]
article-3-box-2 bbox=[480, 436, 650, 704]
article-1-body bbox=[27, 118, 297, 158]
article-3-body-col2 bbox=[278, 512, 330, 702]
people-in-photo bbox=[444, 106, 564, 186]
article-3-box-1-text: ಬಾನು ಮುಷ್ತಾಕ್ ಅವರಿಗೆ ಕುಂಕುಮ ಹಚ್ಚಿ ಕೊಂಡು ದಸರಾ ಉದ್ಘಾಟನೆ ಮಾಡಬೇಕೆಂಬ ಬಯಕೆ ನಮಗಿಲ್ಲ. ಕನ್ನಡ ಸಾಹಿತ್ಯ ಕ್ಷೇತ್ರದಲ್ಲಿ ಸಾಧನೆ ಮಾಡಿದ ದೀಪಾ ಬಸ್ತಿ ಅವರನ್ನು ಕರೆಯಬೇಕಿತ್ತು ಎಂದು ಹೇಳಿದರು. bbox=[338, 458, 470, 499]
digant-special-badge-label: ದಿಗಂತ ವಿಶೇಷ bbox=[614, 794, 648, 802]
article-10-text: ಈ ಬಗ್ಗೆ ಶಾಸಕ ಬಾಲಕೃಷ್ಣ ಅವರು ರೈತರ ಪರವಾಗಿ ಧ್ವನಿ ಎತ್ತಿದ್ದಾರೆ. ಭೂಸ್ವಾಧೀನ ಪ್ರಕ್ರಿಯೆಯಲ್ಲಿ ರೈತರಿಗೆ ಅನ್ಯಾಯವಾಗದಂತೆ ನೋಡಿಕೊಳ್ಳುತ್ತಿದ್ದಾರೆ. ರೈತರ ಸಮಸ್ಯೆ ಆಲಿಸಿ ಪರಿಹಾರ ಒದಗಿಸಲು ಶ್ರಮಿಸುತ್ತಿದ್ದಾರೆ. ಅವರನ್ನು ಟೀಕಿಸುವುದು ಸರಿಯಲ್ಲ. ರೈತರ ಜೊತೆ ಸರ್ಕಾರ ಸದಾ ಇರಲಿದೆ ಎಂದು ಶಿವಕುಮಾರ್ ಸ್ಪಷ್ಟಪಡಿಸಿದರು. bbox=[598, 1149, 912, 1180]
article-3-byline: ಶಿವಮೊಗ್ಗ: bbox=[274, 436, 302, 446]
article-9-headline: ಬೇರೆಯವರಂತೆ ಡಿನೋಟಿಫಿಕೇಷನ್ ಮಾಡಲ್ಲ bbox=[27, 1146, 475, 1182]
article-3-text-2: ರಾಜ್ಯ ಕಾಂಗ್ರೆಸ್ ಸರ್ಕಾರ ಗಾಂಧಿ ಕುಟುಂಬಕ್ಕೆ ಎಟಿಎಂ ಆಗಿದೆ. ಭ್ರಷ್ಟಾಚಾರದಲ್ಲಿ ಮುಳುಗಿರುವ ಸರ್ಕಾರಕ್ಕೆ ಜನ ತಕ್ಕ ಪಾಠ ಕಲಿಸಲಿದ್ದಾರೆ ಎಂದರು. bbox=[480, 603, 650, 634]
article-9-body bbox=[27, 1196, 447, 1406]
